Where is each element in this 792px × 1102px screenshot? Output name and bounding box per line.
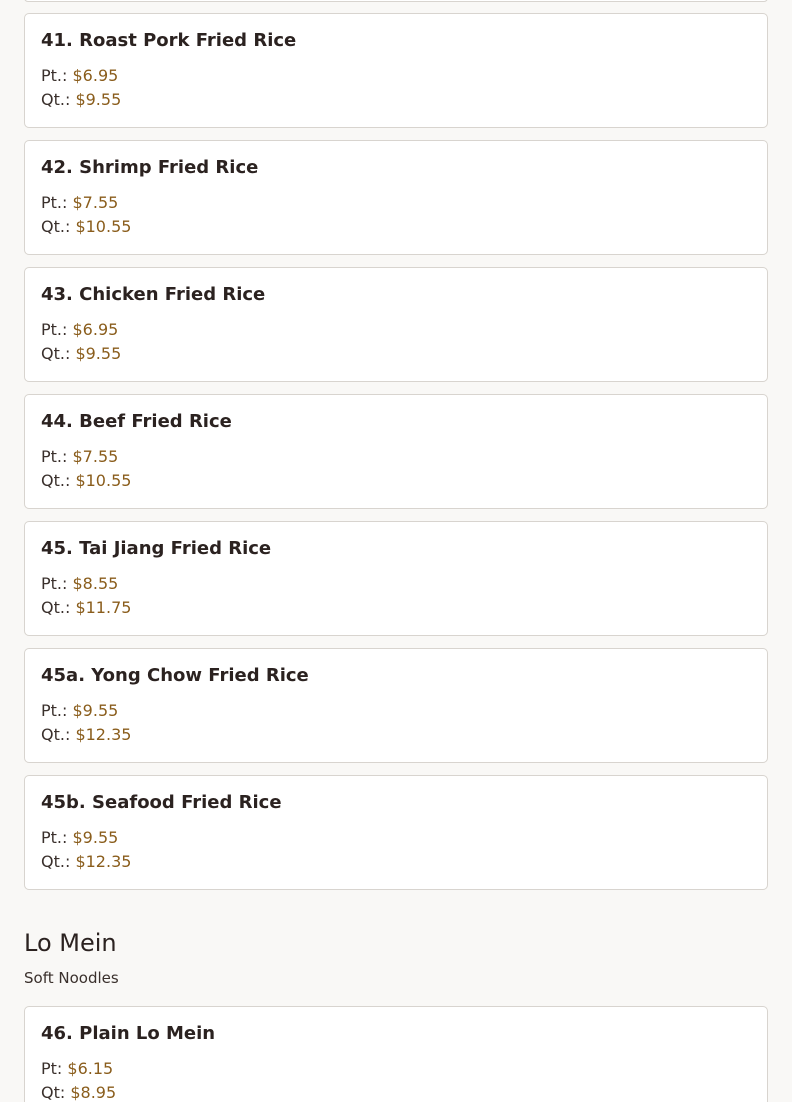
quart-price-row (41, 88, 751, 112)
price-size-label: Qt: (41, 1083, 66, 1102)
price-size-label: Pt.: (41, 193, 68, 212)
menu-item-title: 45b. Seafood Fried Rice (41, 792, 282, 813)
section-title: Lo Mein (24, 929, 117, 957)
price-value: $8.55 (72, 574, 119, 593)
menu-item-card[interactable] (24, 394, 768, 509)
price-value: $11.75 (75, 598, 132, 617)
quart-price-row (41, 215, 751, 239)
pint-price-row (41, 699, 751, 723)
menu-item-card[interactable] (24, 13, 768, 128)
pint-price-row (41, 191, 751, 215)
price-value: $10.55 (75, 471, 132, 490)
pint-price-row (41, 445, 751, 469)
price-size-label: Qt.: (41, 90, 71, 109)
price-value: $6.95 (72, 66, 119, 85)
menu-item-title: 42. Shrimp Fried Rice (41, 157, 259, 178)
price-size-label: Pt.: (41, 574, 68, 593)
price-size-label: Pt.: (41, 701, 68, 720)
quart-price-row (41, 850, 751, 874)
menu-item-title: 45a. Yong Chow Fried Rice (41, 665, 309, 686)
menu-item-title: 41. Roast Pork Fried Rice (41, 30, 297, 51)
price-value: $9.55 (75, 344, 122, 363)
menu-item-card[interactable] (24, 1006, 768, 1102)
quart-price-row (41, 469, 751, 493)
price-size-label: Pt.: (41, 447, 68, 466)
price-value: $12.35 (75, 852, 132, 871)
price-size-label: Pt.: (41, 66, 68, 85)
price-size-label: Pt.: (41, 828, 68, 847)
pint-price-row (41, 64, 751, 88)
price-value: $9.55 (72, 828, 119, 847)
pint-price-row (41, 318, 751, 342)
quart-price-row (41, 723, 751, 747)
quart-price-row (41, 1081, 751, 1102)
pint-price-row (41, 1057, 751, 1081)
price-value: $8.95 (70, 1083, 117, 1102)
section-subtitle: Soft Noodles (24, 969, 119, 987)
price-size-label: Qt.: (41, 471, 71, 490)
price-value: $7.55 (72, 193, 119, 212)
menu-item-title: 44. Beef Fried Rice (41, 411, 232, 432)
price-size-label: Qt.: (41, 725, 71, 744)
quart-price-row (41, 342, 751, 366)
previous-item-card[interactable] (24, 0, 768, 2)
menu-item-card[interactable] (24, 140, 768, 255)
price-value: $6.15 (67, 1059, 114, 1078)
price-size-label: Qt.: (41, 344, 71, 363)
price-size-label: Pt.: (41, 320, 68, 339)
price-size-label: Qt.: (41, 852, 71, 871)
price-size-label: Qt.: (41, 217, 71, 236)
menu-item-title: 46. Plain Lo Mein (41, 1023, 216, 1044)
menu-item-card[interactable] (24, 521, 768, 636)
price-value: $10.55 (75, 217, 132, 236)
price-size-label: Qt.: (41, 598, 71, 617)
pint-price-row (41, 572, 751, 596)
lo-mein-item-list (24, 1006, 768, 1102)
pint-price-row (41, 826, 751, 850)
price-value: $9.55 (72, 701, 119, 720)
price-value: $9.55 (75, 90, 122, 109)
price-value: $6.95 (72, 320, 119, 339)
price-value: $7.55 (72, 447, 119, 466)
menu-item-card[interactable] (24, 775, 768, 890)
menu-item-title: 45. Tai Jiang Fried Rice (41, 538, 272, 559)
quart-price-row (41, 596, 751, 620)
menu-item-card[interactable] (24, 267, 768, 382)
price-size-label: Pt: (41, 1059, 63, 1078)
menu-item-title: 43. Chicken Fried Rice (41, 284, 266, 305)
lo-mein-section-header (24, 926, 768, 988)
menu-item-card[interactable] (24, 648, 768, 763)
price-value: $12.35 (75, 725, 132, 744)
fried-rice-item-list (24, 13, 768, 902)
